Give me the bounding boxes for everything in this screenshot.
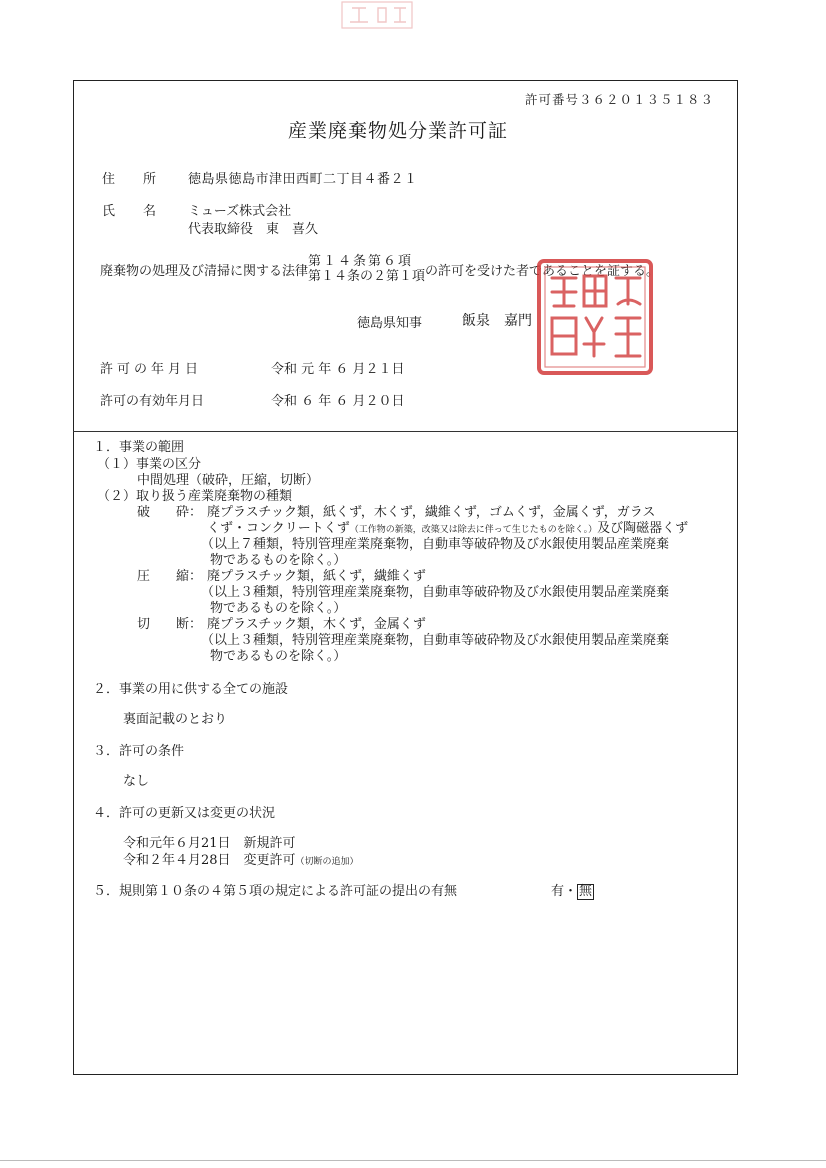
cert-article-top: 第１４条第６項 [308, 254, 414, 269]
cert-article-bottom: 第１４条の２第１項 [308, 269, 426, 284]
permit-date-value: 令和 元 年 ６ 月２１日 [271, 362, 405, 377]
governor-title: 徳島県知事 [357, 316, 423, 331]
section1-heading: １．事業の範囲 [93, 440, 185, 455]
section5-no-boxed: 無 [579, 884, 593, 899]
compress-label: 圧 縮： [137, 569, 203, 584]
section5-answer [551, 880, 594, 900]
name-label-2: 名 [143, 204, 157, 219]
document-title: 産業廃棄物処分業許可証 [288, 120, 509, 142]
governor-name: 飯泉 嘉門 [462, 313, 532, 329]
address-label-2: 所 [143, 172, 157, 187]
representative-name: 代表取締役 東 喜久 [188, 222, 319, 237]
valid-until-label: 許可の有効年月日 [100, 394, 205, 409]
valid-until-value: 令和 ６ 年 ６ 月２０日 [271, 394, 405, 409]
crush-note2: 物であるものを除く。） [210, 553, 347, 568]
section4-row1: 令和元年６月21日 新規許可 [123, 836, 296, 851]
section4-row2 [123, 849, 359, 868]
section4-row2-text: 令和２年４月28日 変更許可 [123, 853, 296, 868]
cert-articles [308, 254, 425, 284]
section3-heading: ３．許可の条件 [93, 744, 185, 759]
address-value: 徳島県徳島市津田西町二丁目４番２１ [188, 172, 418, 187]
section-divider [73, 431, 738, 432]
company-name: ミューズ株式会社 [188, 204, 292, 219]
section1-sub2-heading: （２）取り扱う産業廃棄物の種類 [97, 489, 293, 504]
cut-label: 切 断： [137, 617, 203, 632]
top-stamp-image [338, 0, 416, 32]
cut-note2: 物であるものを除く。） [210, 649, 347, 664]
compress-note2: 物であるものを除く。） [210, 601, 347, 616]
section5-dot: ・ [564, 884, 578, 899]
compress-note1: （以上３種類，特別管理産業廃棄物，自動車等破砕物及び水銀使用製品産業廃棄 [201, 585, 670, 600]
section4-row2-note: （切断の追加） [295, 857, 359, 867]
crush-line2-note: （工作物の新築，改築又は除去に伴って生じたものを除く。） [349, 525, 598, 535]
section1-sub1-heading: （１）事業の区分 [97, 457, 202, 472]
section3-value: なし [123, 774, 150, 789]
section5-heading: ５．規則第１０条の４第５項の規定による許可証の提出の有無 [93, 884, 458, 899]
name-label-1: 氏 [102, 204, 116, 219]
cert-prefix: 廃棄物の処理及び清掃に関する法律 [100, 263, 309, 279]
official-seal-image [536, 258, 654, 376]
page-bottom-edge [0, 1160, 826, 1161]
crush-label: 破 砕： [137, 505, 203, 520]
section1-sub1-value: 中間処理（破砕，圧縮，切断） [137, 473, 320, 488]
address-label-1: 住 [102, 172, 116, 187]
crush-line2-a: くず・コンクリートくず [207, 521, 350, 536]
crush-line2-b: 及び陶磁器くず [597, 521, 689, 536]
section4-heading: ４．許可の更新又は変更の状況 [93, 806, 276, 821]
crush-note1: （以上７種類，特別管理産業廃棄物，自動車等破砕物及び水銀使用製品産業廃棄 [201, 537, 670, 552]
cert-suffix: の許可を受けた者であることを証する。 [425, 263, 660, 279]
compress-line1: 廃プラスチック類，紙くず，繊維くず [207, 569, 426, 584]
crush-line1: 廃プラスチック類，紙くず，木くず，繊維くず，ゴムくず，金属くず，ガラス [207, 505, 656, 520]
section2-value: 裏面記載のとおり [123, 712, 228, 727]
cut-note1: （以上３種類，特別管理産業廃棄物，自動車等破砕物及び水銀使用製品産業廃棄 [201, 633, 670, 648]
section2-heading: ２．事業の用に供する全ての施設 [93, 682, 289, 697]
cut-line1: 廃プラスチック類，木くず，金属くず [207, 617, 426, 632]
permit-number: 許可番号３６２０１３５１８３ [525, 92, 715, 107]
section5-yes: 有 [551, 884, 565, 899]
permit-date-label: 許可の年月日 [100, 362, 203, 377]
